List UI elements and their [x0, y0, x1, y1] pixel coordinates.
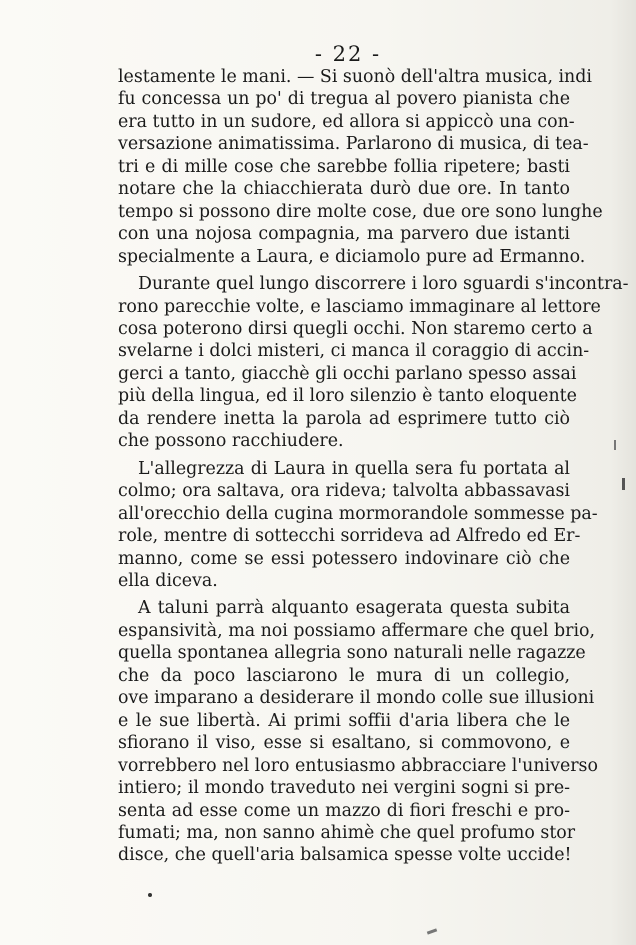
- text-line: tempo si possono dire molte cose, due ore sono lunghe: [118, 201, 603, 222]
- text-line: vorrebbero nel loro entusiasmo abbracciare l'universo: [118, 755, 598, 776]
- text-line: intiero; il mondo traveduto nei vergini sogni si pre-: [118, 778, 570, 799]
- text-line: all'orecchio della cugina mormorandole sommesse pa-: [118, 503, 598, 524]
- ink-speck: [148, 893, 152, 897]
- paragraph-3: [118, 458, 598, 593]
- body-text: [118, 66, 629, 872]
- margin-mark: [614, 440, 616, 450]
- text-line: che possono racchiudere.: [118, 431, 344, 452]
- text-line: L'allegrezza di Laura in quella sera fu portata al: [138, 458, 570, 479]
- text-line: gerci a tanto, giacchè gli occhi parlano spesso assai: [118, 363, 577, 384]
- paragraph-1: [118, 66, 603, 268]
- text-line: manno, come se essi potessero indovinare ciò che: [118, 548, 570, 569]
- text-line: role, mentre di sottecchi sorrideva ad Alfredo ed Er-: [118, 526, 581, 547]
- text-line: più della lingua, ed il loro silenzio è tanto eloquente: [118, 386, 577, 407]
- text-line: tri e di mille cose che sarebbe follia ripetere; basti: [118, 156, 570, 177]
- text-line: che da poco lasciarono le mura di un collegio,: [118, 665, 570, 686]
- text-line: cosa poterono dirsi quegli occhi. Non staremo certo a: [118, 318, 593, 339]
- text-line: ella diceva.: [118, 570, 218, 591]
- paragraph-4: [118, 597, 598, 866]
- text-line: da rendere inetta la parola ad esprimere tutto ciò: [118, 408, 570, 429]
- text-line: versazione animatissima. Parlarono di musica, di tea-: [118, 134, 589, 155]
- text-line: fu concessa un po' di tregua al povero pianista che: [118, 89, 570, 110]
- margin-mark: [622, 478, 625, 490]
- text-line: colmo; ora saltava, ora rideva; talvolta abbassavasi: [118, 481, 570, 502]
- text-line: senta ad esse come un mazzo di fiori freschi e pro-: [118, 800, 570, 821]
- text-line: fumati; ma, non sanno ahimè che quel profumo stor: [118, 822, 576, 843]
- text-line: e le sue libertà. Ai primi soffii d'aria libera che le: [118, 710, 570, 731]
- text-line: ove imparano a desiderare il mondo colle sue illusioni: [118, 688, 595, 709]
- text-line: notare che la chiacchierata durò due ore. In tanto: [118, 179, 570, 200]
- text-line: sfiorano il viso, esse si esaltano, si commovono, e: [118, 733, 570, 754]
- text-line: Durante quel lungo discorrere i loro sguardi s'incontra-: [138, 274, 629, 295]
- paragraph-2: [118, 273, 629, 453]
- text-line: con una nojosa compagnia, ma parvero due istanti: [118, 224, 570, 245]
- text-line: specialmente a Laura, e diciamolo pure ad Ermanno.: [118, 246, 586, 267]
- text-line: lestamente le mani. — Si suonò dell'altra musica, indi: [118, 67, 592, 87]
- text-line: quella spontanea allegria sono naturali nelle ragazze: [118, 643, 586, 664]
- text-line: rono parecchie volte, e lasciamo immaginare al lettore: [118, 296, 601, 317]
- text-line: espansività, ma noi possiamo affermare che quel brio,: [118, 620, 596, 641]
- text-line: A taluni parrà alquanto esagerata questa subita: [138, 598, 570, 619]
- ink-speck: [427, 928, 437, 934]
- text-line: era tutto in un sudore, ed allora si appiccò una con-: [118, 111, 575, 132]
- text-line: svelarne i dolci misteri, ci manca il coraggio di accin-: [118, 341, 590, 362]
- text-line: disce, che quell'aria balsamica spesse volte uccide!: [118, 845, 572, 866]
- page-number: - 22 -: [314, 42, 382, 66]
